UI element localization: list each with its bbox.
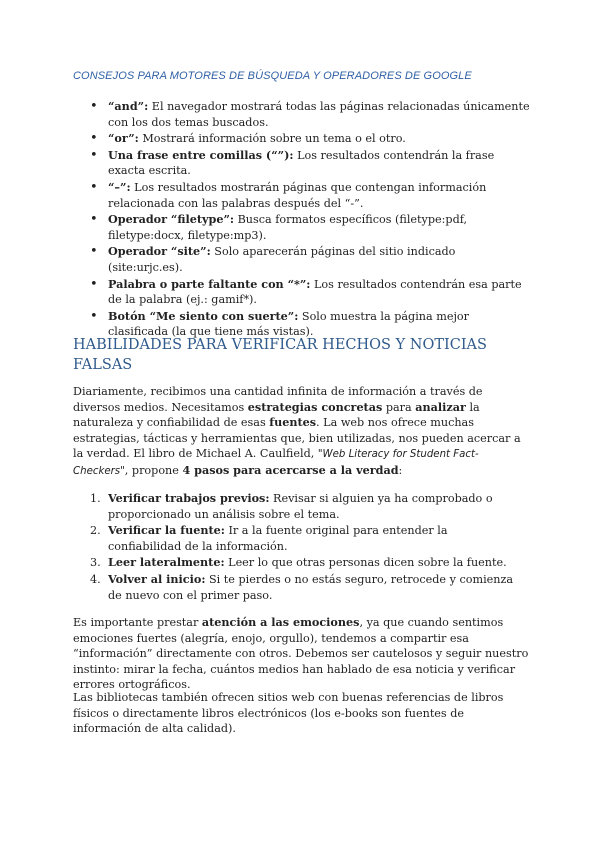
emphasis-text: estrategias concretas bbox=[247, 399, 383, 414]
bullet-icon: • bbox=[90, 147, 98, 163]
bullet-icon: • bbox=[90, 99, 98, 114]
emphasis-text: atención a las emociones bbox=[201, 615, 360, 629]
tip-text: Los resultados contendrán la frase exacta escrita. bbox=[108, 148, 495, 178]
step-text: Si te pierdes o no estás seguro, retrocede y comienza de nuevo con el primer paso. bbox=[108, 572, 514, 602]
paragraph-text: , ya que cuando sentimos emociones fuertes (alegría, enojo, orgullo), tendemos a compartir esa “información” directamente con otros. Debemos ser cautelosos y seguir nuestro instinto: mirar la fecha, cuántos medios han hablado de esa noticia y verificar errores ortográficos. bbox=[73, 616, 529, 692]
step-text: Revisar si alguien ya ha comprobado o proporcionado un análisis sobre el tema. bbox=[108, 492, 493, 521]
book-title: "Web Literacy for Student Fact-Checkers" bbox=[73, 449, 479, 477]
tip-term: “or”: bbox=[108, 131, 139, 146]
tip-term: Operador “filetype”: bbox=[108, 212, 235, 227]
bullet-icon: • bbox=[90, 244, 98, 260]
tip-term: Una frase entre comillas (“”): bbox=[108, 147, 294, 162]
bullet-icon: • bbox=[90, 308, 98, 324]
step-text: Ir a la fuente original para entender la confiabilidad de la información. bbox=[108, 524, 448, 553]
tip-term: Operador “site”: bbox=[108, 244, 211, 259]
step-number: 3. bbox=[90, 556, 101, 570]
tip-term: “and”: bbox=[108, 99, 149, 113]
step-number: 4. bbox=[90, 572, 101, 586]
section-heading: HABILIDADES PARA VERIFICAR HECHOS Y NOTICIAS FALSAS bbox=[73, 337, 487, 373]
tip-text: Los resultados contendrán esa parte de la palabra (ej.: gamif*). bbox=[108, 277, 522, 307]
tip-text: Solo muestra la página mejor clasificada (la que tiene más vistas). bbox=[108, 309, 470, 339]
paragraph-text: . La web nos ofrece muchas estrategias, tácticas y herramientas que, bien utilizadas, nos pueden acercar a la verdad. El libro de Michael A. Caulfield, bbox=[73, 416, 521, 461]
emotions-paragraph bbox=[73, 615, 533, 693]
list-item bbox=[90, 180, 530, 211]
step-text: Leer lo que otras personas dicen sobre la fuente. bbox=[224, 556, 507, 570]
steps-list bbox=[90, 491, 520, 604]
step-term: Volver al inicio: bbox=[108, 571, 206, 586]
tip-text: Solo aparecerán páginas del sitio indicado (site:urjc.es). bbox=[108, 245, 456, 274]
paragraph-text: : bbox=[398, 463, 403, 477]
bullet-icon: • bbox=[90, 179, 98, 195]
bullet-icon: • bbox=[90, 212, 98, 228]
list-item bbox=[90, 555, 520, 571]
emphasis-text: 4 pasos para acercarse a la verdad bbox=[182, 462, 399, 477]
emphasis-text: fuentes bbox=[269, 415, 317, 430]
emphasis-text: analizar bbox=[415, 399, 466, 414]
paragraph-text: Es importante prestar bbox=[73, 616, 202, 629]
step-number: 2. bbox=[90, 524, 101, 538]
step-term: Verificar la fuente: bbox=[108, 523, 225, 538]
list-item bbox=[90, 244, 530, 275]
list-item bbox=[90, 212, 530, 243]
intro-paragraph bbox=[73, 384, 533, 480]
list-item bbox=[90, 491, 520, 522]
list-item bbox=[90, 99, 530, 130]
list-item bbox=[90, 572, 520, 603]
list-item bbox=[90, 131, 530, 147]
step-number: 1. bbox=[90, 492, 101, 505]
step-term: Verificar trabajos previos: bbox=[108, 491, 270, 505]
list-item bbox=[90, 523, 520, 554]
bullet-icon: • bbox=[90, 131, 98, 147]
paragraph-text: Diariamente, recibimos una cantidad infinita de información a través de diversos medios. Necesitamos bbox=[73, 385, 483, 414]
paragraph-text: para bbox=[382, 400, 416, 414]
tip-term: Palabra o parte faltante con “*”: bbox=[108, 276, 311, 291]
search-tips-list bbox=[90, 99, 530, 341]
tip-text: Los resultados mostrarán páginas que contengan información relacionada con las palabras después del “-”. bbox=[108, 180, 487, 210]
tip-text: Mostrará información sobre un tema o el otro. bbox=[138, 132, 406, 146]
tip-term: “–”: bbox=[108, 179, 131, 194]
bullet-icon: • bbox=[90, 276, 98, 292]
tip-term: Botón “Me siento con suerte”: bbox=[108, 308, 299, 323]
list-item bbox=[90, 277, 530, 308]
paragraph-text: , propone bbox=[124, 463, 183, 477]
list-item bbox=[90, 148, 530, 179]
section-subtitle: CONSEJOS PARA MOTORES DE BÚSQUEDA Y OPERADORES DE GOOGLE bbox=[73, 70, 472, 82]
paragraph-text: la naturaleza y confiabilidad de esas bbox=[73, 400, 480, 430]
tip-text: El navegador mostrará todas las páginas relacionadas únicamente con los dos temas buscados. bbox=[108, 100, 530, 129]
libraries-paragraph: Las bibliotecas también ofrecen sitios web con buenas referencias de libros físicos o directamente libros electrónicos (los e-books son fuentes de información de alta calidad). bbox=[73, 691, 504, 736]
tip-text: Busca formatos específicos (filetype:pdf, filetype:docx, filetype:mp3). bbox=[108, 213, 468, 242]
step-term: Leer lateralmente: bbox=[108, 555, 225, 570]
